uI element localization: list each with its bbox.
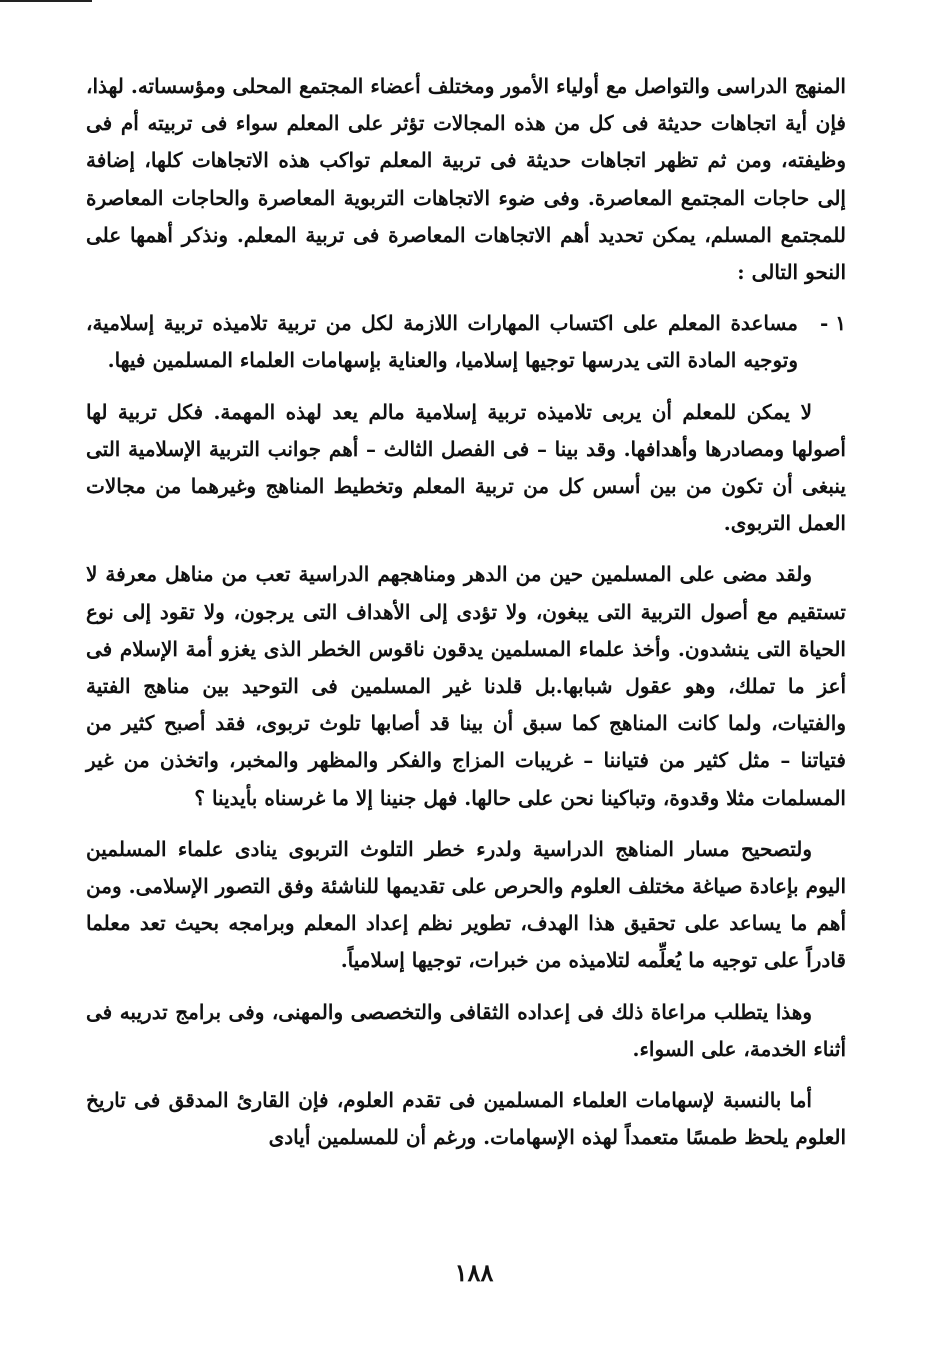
list-item-1 — [86, 305, 846, 379]
paragraph-1: المنهج الدراسى والتواصل مع أولياء الأمور ومختلف أعضاء المجتمع المحلى ومؤسساته. لهذا، فإن أية اتجاهات حديثة فى كل من هذه المجالات تؤثر على المعلم سواء فى تربيته أم فى وظيفته، ومن ثم تظهر اتجاهات حديثة فى تربية المعلم تواكب هذه الاتجاهات كلها، إضافة إلى حاجات المجتمع المعاصرة. وفى ضوء الاتجاهات التربوية المعاصرة والحاجات المعاصرة للمجتمع المسلم، يمكن تحديد أهم الاتجاهات المعاصرة فى تربية المعلم. ونذكر أهمها على النحو التالى : — [86, 74, 846, 285]
paragraph-4: ولتصحيح مسار المناهج الدراسية ولدرء خطر التلوث التربوى ينادى علماء المسلمين اليوم بإعادة صياغة مختلف العلوم والحرص على تقديمها للناشئة وفق التصور الإسلامى. ومن أهم ما يساعد على تحقيق هذا الهدف، تطوير نظم إعداد المعلم وبرامجه بحيث تعد معلما قادراً على توجيه ما يُعلِّمه لتلاميذه من خبرات، توجيها إسلامياً. — [86, 836, 847, 973]
paragraph-2: لا يمكن للمعلم أن يربى تلاميذه تربية إسلامية مالم يعد لهذه المهمة. فكل تربية لها أصولها ومصادرها وأهدافها. وقد بينا – فى الفصل الثالث – أهم جوانب التربية الإسلامية التى ينبغى أن تكون من بين أسس كل من تربية المعلم وتخطيط المناهج وغيرهما من مجالات العمل التربوى. — [86, 399, 846, 536]
scan-corner-mark — [0, 0, 92, 2]
paragraph-6: أما بالنسبة لإسهامات العلماء المسلمين فى تقدم العلوم، فإن القارئ المدقق فى تاريخ العلوم يلحظ طمسًا متعمداً لهذه الإسهامات. ورغم أن للمسلمين أيادى — [86, 1088, 846, 1150]
page-body — [86, 68, 846, 1170]
paragraph-5: وهذا يتطلب مراعاة ذلك فى إعداده الثقافى والتخصصى والمهنى، وفى برامج تدريبه فى أثناء الخدمة، على السواء. — [86, 999, 846, 1061]
paragraph-3: ولقد مضى على المسلمين حين من الدهر ومناهجهم الدراسية تعب من مناهل معرفة لا تستقيم مع أصول التربية التى يبغون، ولا تؤدى إلى الأهداف التى يرجون، ولا تقود إلى نوع الحياة التى ينشدون. وأخذ علماء المسلمين يدقون ناقوس الخطر الذى يغزو أمة الإسلام فى أعز ما تملك، وهو عقول شبابها.بل قلدنا غير المسلمين فى التوحيد بين مناهج الفتية والفتيات، ولما كانت المناهج كما سبق أن بينا قد أصابها تلوث تربوى، فقد أصبح كثير من فتياتنا – مثل كثير من فتياننا – غريبات المزاج والفكر والمظهر والمخبر، واتخذن من غير المسلمات مثلا وقدوة، وتباكينا نحن على حالها. فهل جنينا إلا ما غرسناه بأيدينا ؟ — [86, 562, 846, 810]
page-number: ١٨٨ — [454, 1258, 494, 1287]
list-item-text: مساعدة المعلم على اكتساب المهارات اللازمة لكل من تربية تلاميذه تربية إسلامية، وتوجيه المادة التى يدرسها توجيها إسلاميا، والعناية بإسهامات العلماء المسلمين فيها. — [86, 311, 798, 373]
list-item-number: ١ - — [819, 311, 846, 336]
